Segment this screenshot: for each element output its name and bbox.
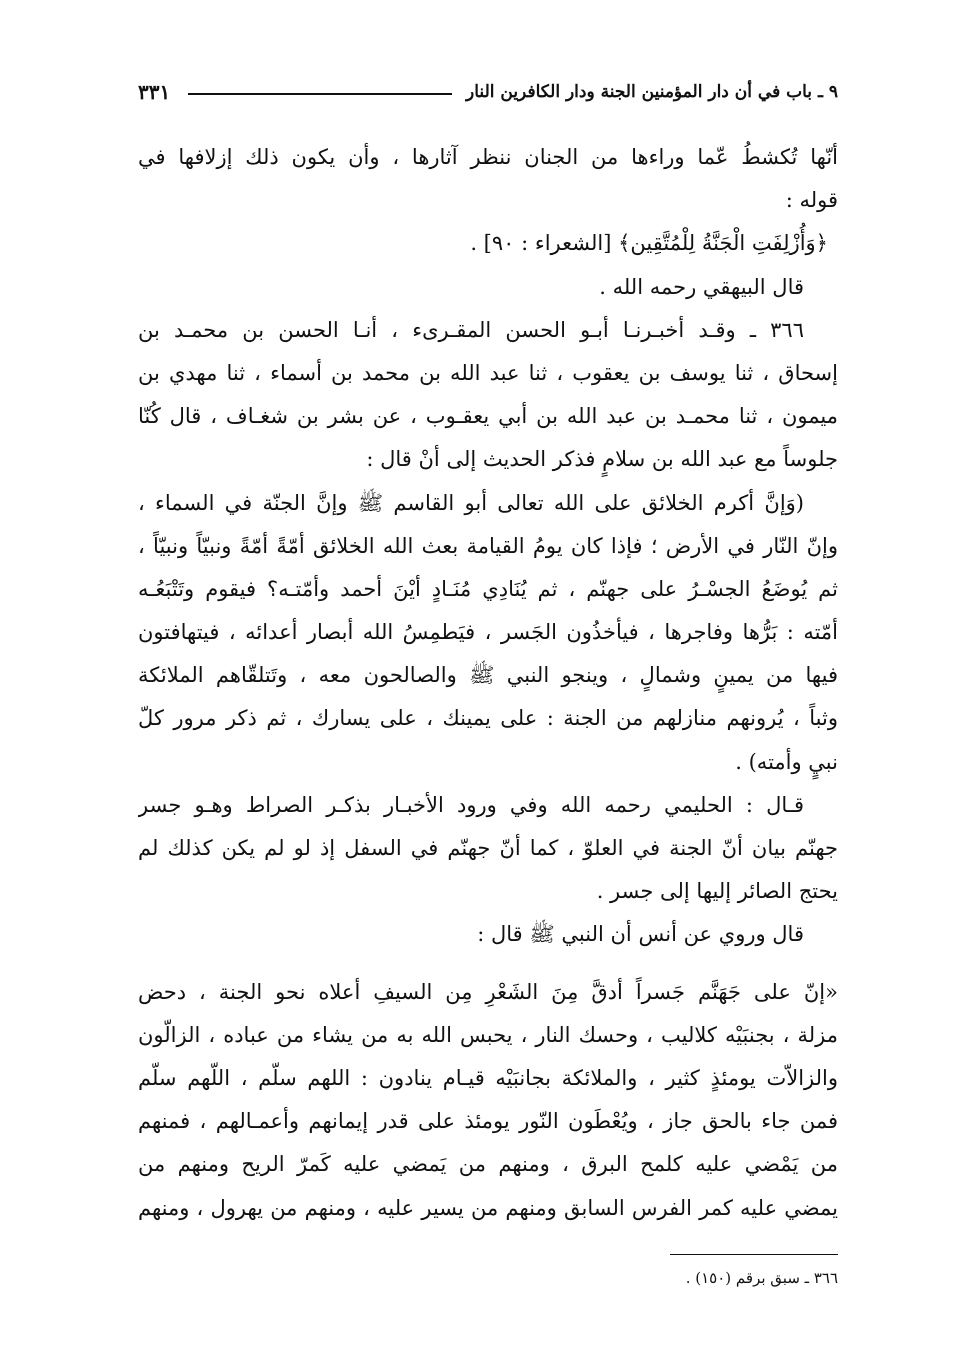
text-line: ثم يُوضَعُ الجسْـرُ على جهنّم ، ثم يُنَادِي مُنَـادٍ أيْنَ أحمد وأمّتـه؟ فيقوم وتَتْبَعُـه [138, 576, 838, 601]
quran-verse: ﴿وَأُزْلِفَتِ الْجَنَّةُ لِلْمُتَّقِين﴾ [الشعراء : ٩٠] . [470, 231, 828, 256]
text-line: قـال : الحليمي رحمه الله وفي ورود الأخبـار بذكـر الصراط وهـو جسر [138, 792, 804, 817]
text-line: إسحاق ، ثنا يوسف بن يعقوب ، ثنا عبد الله بن محمد بن أسماء ، ثنا مهدي بن [138, 360, 838, 385]
page-number: ٣٣١ [138, 80, 171, 104]
hadith-number-line: ٣٦٦ ـ وقـد أخبـرنـا أبـو الحسن المقـرىء ، أنـا الحسن بن محمـد بن [138, 317, 804, 342]
paragraph-gap [138, 957, 838, 971]
footnote-rule [670, 1254, 838, 1255]
text-line: وإنّ النّار في الأرض ؛ فإذا كان يومُ القيامة بعث الله الخلائق أمّةً أمّةً ونبيّاً ونبيّاً ، [138, 533, 838, 558]
body-text [138, 136, 838, 1230]
text-line: يحتج الصائر إليها إلى جسر . [596, 879, 838, 904]
text-line: قال وروي عن أنس أن النبي ﷺ قال : [477, 922, 804, 947]
document-page [138, 70, 838, 1287]
text-line: (وَإنَّ أكرم الخلائق على الله تعالى أبو القاسم ﷺ وإنَّ الجنّة في السماء ، [138, 490, 804, 515]
page-header [138, 70, 838, 114]
footnote: ٣٦٦ ـ سبق برقم (١٥٠) . [685, 1268, 838, 1287]
text-line: ميمون ، ثنا محمـد بن عبد الله بن أبي يعقـوب ، عن بشر بن شغـاف ، قال كُنّا [138, 404, 838, 429]
text-line: قال البيهقي رحمه الله . [599, 274, 804, 299]
text-line: جهنّم بيان أنّ الجنة في العلوّ ، كما أنّ جهنّم في السفل إذ لو لم يكن كذلك لم [138, 836, 838, 860]
text-line: يمضي عليه كمر الفرس السابق ومنهم من يسير عليه ، ومنهم من يهرول ، ومنهم [138, 1195, 838, 1220]
text-line: وثباً ، يُرونهم منازلهم من الجنة : على يمينك ، على يسارك ، ثم ذكر مرور كلّ [138, 706, 838, 731]
text-line: قوله : [785, 188, 838, 213]
text-line: فمن جاء بالحق جاز ، ويُعْطَون النّور يومئذ على قدر إيمانهم وأعمـالهم ، فمنهم [138, 1109, 838, 1134]
text-line: والزالاّت يومئذٍ كثير ، والملائكة بجانبَيْه قيـام ينادون : اللهم سلّم ، اللّهم سلّم [138, 1065, 838, 1090]
text-line: مزلة ، بجنبَيْه كلاليب ، وحسك النار ، يحبس الله به من يشاء من عباده ، الزالّون [138, 1022, 838, 1047]
text-line: نبيٍ وأمته) . [735, 749, 838, 774]
text-line: من يَمْضي عليه كلمح البرق ، ومنهم من يَمضي عليه كَمرّ الريح ومنهم من [138, 1152, 838, 1177]
running-title: ٩ ـ باب في أن دار المؤمنين الجنة ودار الكافرين النار [466, 82, 838, 102]
text-line: «إنّ على جَهَنَّم جَسراً أدقَّ مِنَ الشَعْرِ مِن السيفِ أعلاه نحو الجنة ، دحض [138, 979, 838, 1004]
text-line: أنّها تُكشطُ عّما وراءها من الجنان ننظر آثارها ، وأن يكون ذلك إزلافها في [138, 145, 838, 169]
header-rule [188, 93, 452, 95]
text-line: أمّته : بَرُّها وفاجرها ، فيأخذُون الجَسر ، فيَطمِسُ الله أبصار أعدائه ، فيتهافتون [138, 620, 838, 645]
text-line: فيها من يمينٍ وشمالٍ ، وينجو النبي ﷺ والصالحون معه ، وتَتلقّاهم الملائكة [138, 663, 838, 688]
text-line: جلوساً مع عبد الله بن سلامٍ فذكر الحديث إلى أنْ قال : [366, 447, 838, 472]
